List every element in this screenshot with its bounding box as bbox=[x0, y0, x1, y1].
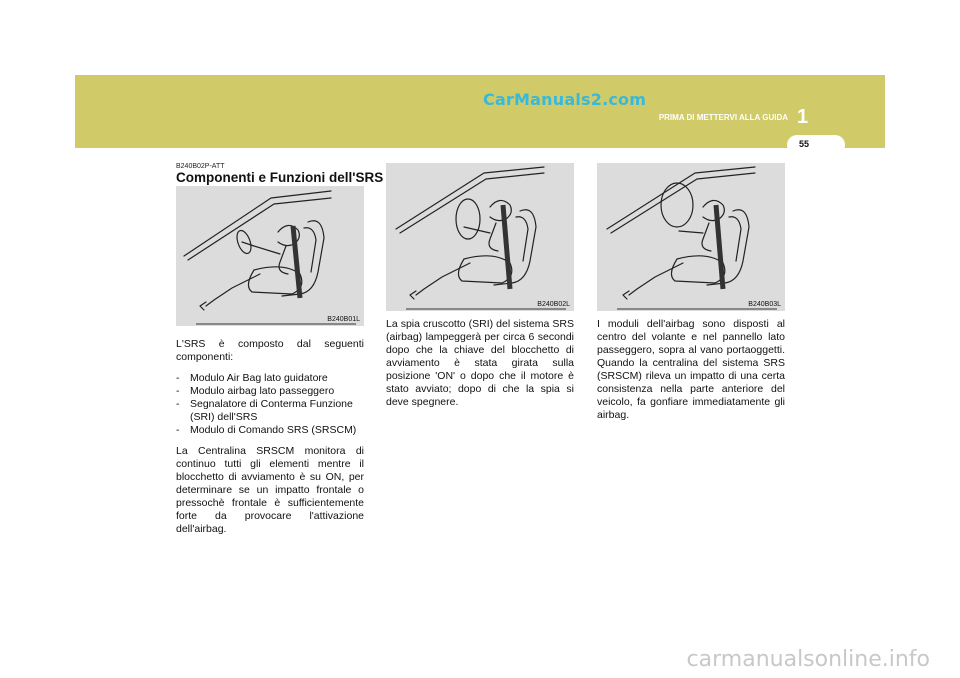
section-title: PRIMA DI METTERVI ALLA GUIDA bbox=[658, 113, 788, 122]
section-code: B240B02P-ATT bbox=[176, 163, 225, 170]
passenger-airbag-illustration bbox=[597, 163, 785, 311]
figure-passenger-airbag bbox=[597, 163, 785, 311]
list-item: - Modulo di Comando SRS (SRSCM) bbox=[176, 424, 357, 436]
body-paragraph: La Centralina SRSCM monitora di continuo tutti gli elementi mentre il blocchetto di avviamento è su ON, per determinare se un impatto frontale o pressochè frontale è sufficientemente forte da provocare l'attivazione dell'airbag. bbox=[176, 445, 364, 535]
footer-watermark-link[interactable]: carmanualsonline.info bbox=[686, 647, 930, 672]
driver-seat-illustration bbox=[176, 186, 364, 326]
body-paragraph: I moduli dell'airbag sono disposti al centro del volante e nel pannello lato passeggero, sopra al vano portaoggetti. Quando la centralina del sistema SRS (SRSCM) rileva un impatto di una certa consistenza nella parte anteriore del veicolo, fa gonfiare immediatamente gli airbag. bbox=[597, 318, 785, 421]
list-item: - Modulo airbag lato passeggero bbox=[176, 385, 335, 397]
column-3-text bbox=[597, 318, 785, 430]
figure-code: B240B01L bbox=[327, 316, 360, 323]
deployed-airbag-illustration bbox=[386, 163, 574, 311]
figure-code: B240B02L bbox=[537, 301, 570, 308]
page-number: 55 bbox=[798, 139, 809, 149]
page-heading: Componenti e Funzioni dell'SRS bbox=[176, 170, 384, 185]
header-band bbox=[75, 75, 885, 148]
body-paragraph: La spia cruscotto (SRI) del sistema SRS (airbag) lampeggerà per circa 6 secondi dopo che la chiave del blocchetto di avviamento è stata girata sulla posizione 'ON' o dopo che il motore è stato avviato; dopo di che la spia si deve spegnere. bbox=[386, 318, 574, 408]
intro-paragraph: L'SRS è composto dal seguenti componenti: bbox=[176, 338, 364, 363]
column-1-text bbox=[176, 338, 364, 544]
chapter-number: 1 bbox=[797, 106, 809, 128]
site-watermark-link[interactable]: CarManuals2.com bbox=[483, 90, 647, 109]
column-2-text bbox=[386, 318, 574, 417]
list-item: - Segnalatore di Conterma Funzione (SRI) dell'SRS bbox=[176, 398, 353, 423]
figure-airbag-deployed bbox=[386, 163, 574, 311]
components-list bbox=[176, 372, 364, 437]
figure-code: B240B03L bbox=[748, 301, 781, 308]
list-item: - Modulo Air Bag lato guidatore bbox=[176, 372, 328, 384]
figure-driver-airbag bbox=[176, 186, 364, 326]
